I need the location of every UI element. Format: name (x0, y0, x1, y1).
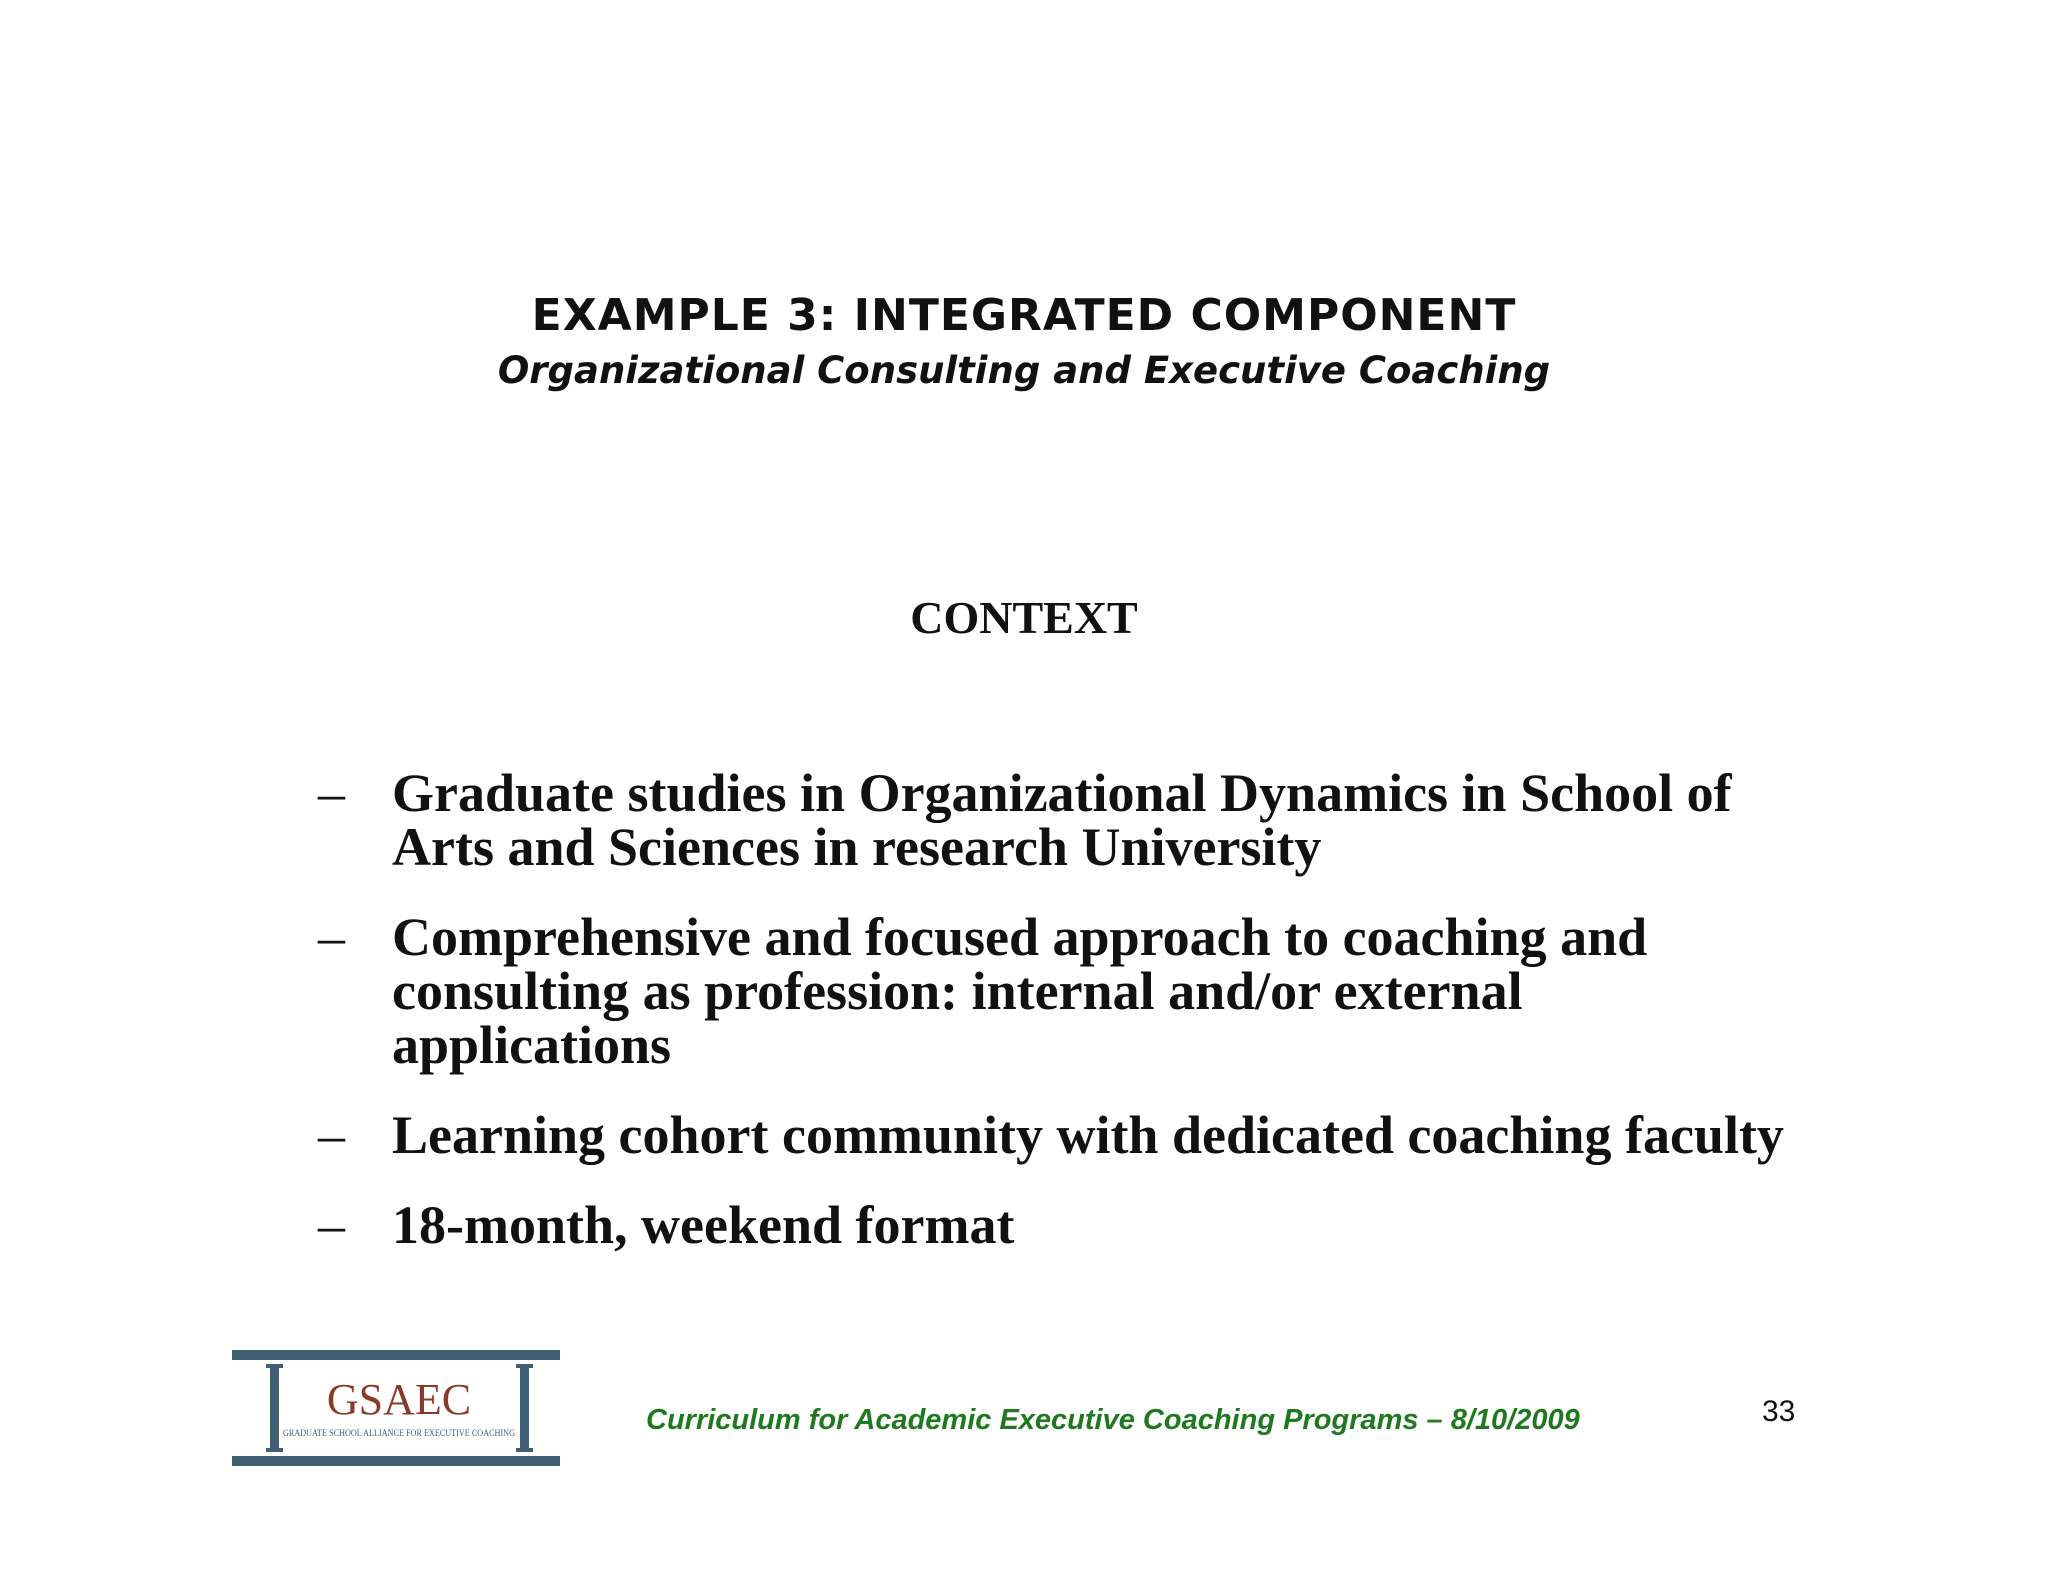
bullet-dash-icon: – (318, 1105, 345, 1165)
logo-acronym: GSAEC (326, 1375, 472, 1424)
logo-bottom-bar (232, 1456, 560, 1466)
logo-right-column (520, 1366, 529, 1450)
page-number: 33 (1762, 1395, 1796, 1428)
gsaec-logo (232, 1350, 560, 1466)
bullet-text: Learning cohort community with dedicated coaching faculty (392, 1105, 1784, 1165)
bullet-text: Comprehensive and focused approach to coaching and consulting as profession: internal and/or external applications (392, 907, 1648, 1075)
bullet-item (318, 1105, 1798, 1165)
bullet-list (318, 763, 1798, 1288)
section-heading: CONTEXT (910, 592, 1138, 643)
bullet-item (318, 1195, 1798, 1255)
footer-text: Curriculum for Academic Executive Coaching Programs – 8/10/2009 (646, 1404, 1580, 1436)
bullet-item (318, 763, 1798, 877)
bullet-dash-icon: – (318, 763, 345, 823)
bullet-item (318, 907, 1798, 1075)
logo-top-bar (232, 1350, 560, 1360)
bullet-dash-icon: – (318, 907, 345, 967)
logo-left-column (270, 1366, 279, 1450)
bullet-text: 18-month, weekend format (392, 1195, 1015, 1255)
bullet-text: Graduate studies in Organizational Dynamics in School of Arts and Sciences in research University (392, 763, 1732, 877)
logo-full-name: Graduate School Alliance for Executive Coaching (283, 1429, 516, 1439)
slide-subtitle: Organizational Consulting and Executive Coaching (497, 349, 1551, 392)
bullet-dash-icon: – (318, 1195, 345, 1255)
slide-title: EXAMPLE 3: INTEGRATED COMPONENT (531, 290, 1517, 341)
